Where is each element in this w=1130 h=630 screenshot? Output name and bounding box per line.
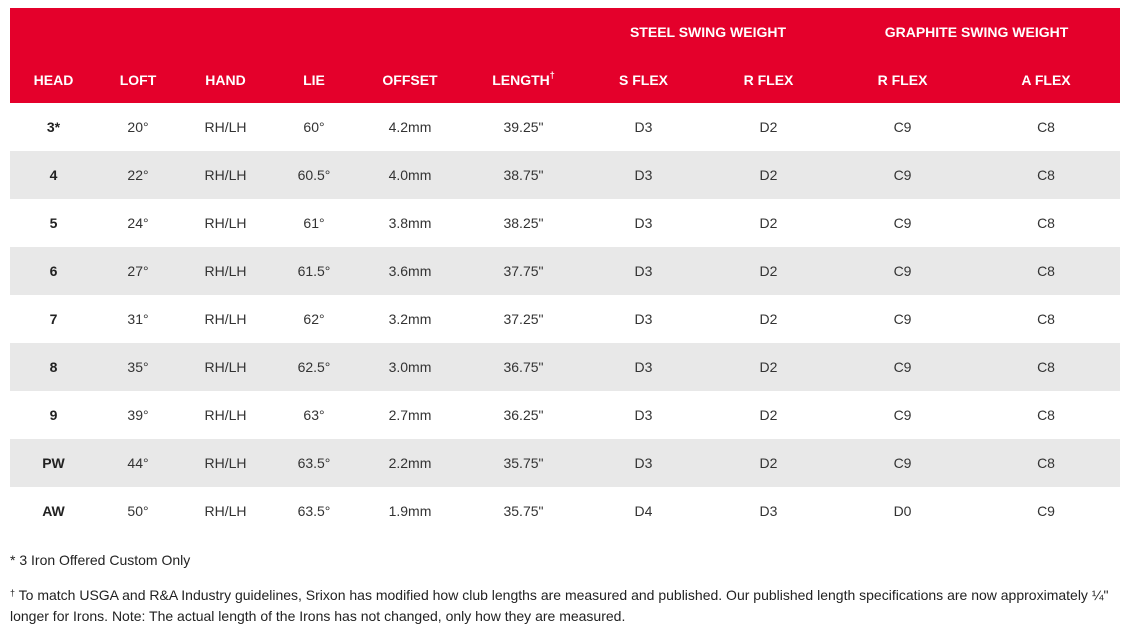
- col-steel-r-flex: R FLEX: [704, 56, 833, 103]
- cell-steel-r-flex: D3: [759, 503, 778, 519]
- cell-length: 37.75": [464, 247, 583, 295]
- col-offset: OFFSET: [356, 56, 464, 103]
- col-length: [464, 56, 583, 103]
- cell-head: 3*: [46, 119, 61, 135]
- cell-graphite-a-flex: C8: [1037, 119, 1055, 135]
- cell-lie: 60.5°: [272, 151, 356, 199]
- cell-graphite-a-flex: C8: [972, 247, 1120, 295]
- length-measurement-note: [10, 585, 1120, 627]
- table-row: [10, 199, 1120, 247]
- cell-graphite-r-flex: C9: [833, 439, 972, 487]
- cell-lie: 63.5°: [297, 503, 331, 519]
- cell-lie: 63.5°: [272, 439, 356, 487]
- col-length-label: LENGTH: [492, 71, 550, 88]
- cell-loft: 44°: [97, 439, 179, 487]
- cell-graphite-r-flex: C9: [833, 343, 972, 391]
- table-row: [10, 151, 1120, 199]
- table-row: [10, 439, 1120, 487]
- cell-length: 39.25": [503, 119, 544, 135]
- cell-lie: 60°: [303, 119, 325, 135]
- cell-steel-r-flex: D2: [704, 247, 833, 295]
- cell-graphite-a-flex: C8: [1037, 215, 1055, 231]
- cell-steel-r-flex: D2: [704, 343, 833, 391]
- cell-offset: 4.0mm: [356, 151, 464, 199]
- cell-head: 8: [10, 343, 97, 391]
- cell-head: PW: [10, 439, 97, 487]
- cell-offset: 3.2mm: [388, 311, 432, 327]
- table-row: [10, 487, 1120, 535]
- cell-graphite-a-flex: C8: [1037, 311, 1055, 327]
- cell-hand: RH/LH: [204, 407, 247, 423]
- cell-steel-s-flex: D3: [583, 151, 704, 199]
- cell-head: 5: [49, 215, 58, 231]
- cell-hand: RH/LH: [179, 343, 272, 391]
- cell-hand: RH/LH: [179, 151, 272, 199]
- cell-hand: RH/LH: [204, 215, 247, 231]
- graphite-swing-weight-header: GRAPHITE SWING WEIGHT: [833, 8, 1120, 56]
- cell-steel-s-flex: D3: [634, 407, 653, 423]
- cell-steel-r-flex: D2: [759, 215, 778, 231]
- group-header-row: [10, 8, 1120, 56]
- cell-head: AW: [42, 503, 65, 519]
- cell-steel-r-flex: D2: [759, 311, 778, 327]
- col-steel-s-flex: S FLEX: [583, 56, 704, 103]
- cell-loft: 31°: [127, 311, 149, 327]
- cell-hand: RH/LH: [204, 311, 247, 327]
- col-lie: LIE: [272, 56, 356, 103]
- cell-length: 35.75": [464, 439, 583, 487]
- cell-lie: 63°: [303, 407, 325, 423]
- custom-only-note: * 3 Iron Offered Custom Only: [10, 552, 191, 568]
- cell-head: 6: [10, 247, 97, 295]
- cell-steel-s-flex: D3: [583, 439, 704, 487]
- cell-steel-s-flex: D3: [583, 343, 704, 391]
- cell-graphite-a-flex: C8: [972, 151, 1120, 199]
- cell-graphite-r-flex: C9: [893, 215, 912, 231]
- cell-steel-r-flex: D2: [759, 407, 778, 423]
- cell-offset: 3.0mm: [356, 343, 464, 391]
- cell-length: 38.25": [503, 215, 544, 231]
- cell-steel-s-flex: D3: [634, 119, 653, 135]
- cell-loft: 27°: [97, 247, 179, 295]
- cell-steel-s-flex: D3: [583, 247, 704, 295]
- cell-steel-s-flex: D3: [634, 215, 653, 231]
- cell-hand: RH/LH: [204, 119, 247, 135]
- cell-hand: RH/LH: [179, 439, 272, 487]
- cell-loft: 35°: [97, 343, 179, 391]
- cell-loft: 20°: [127, 119, 149, 135]
- col-hand: HAND: [179, 56, 272, 103]
- cell-head: 7: [49, 311, 58, 327]
- cell-graphite-a-flex: C9: [1037, 503, 1055, 519]
- cell-offset: 2.2mm: [356, 439, 464, 487]
- col-loft: LOFT: [97, 56, 179, 103]
- cell-graphite-a-flex: C8: [972, 439, 1120, 487]
- cell-lie: 61.5°: [272, 247, 356, 295]
- cell-hand: RH/LH: [179, 247, 272, 295]
- cell-lie: 62°: [303, 311, 325, 327]
- cell-offset: 2.7mm: [388, 407, 432, 423]
- col-graphite-r-flex: R FLEX: [833, 56, 972, 103]
- table-row: [10, 247, 1120, 295]
- cell-length: 35.75": [503, 503, 544, 519]
- col-graphite-a-flex: A FLEX: [972, 56, 1120, 103]
- cell-length: 38.75": [464, 151, 583, 199]
- cell-length: 37.25": [503, 311, 544, 327]
- cell-offset: 3.8mm: [388, 215, 432, 231]
- cell-lie: 62.5°: [272, 343, 356, 391]
- cell-head: 9: [49, 407, 58, 423]
- cell-offset: 1.9mm: [388, 503, 432, 519]
- footnotes: [10, 552, 1120, 627]
- col-head: HEAD: [10, 56, 97, 103]
- cell-loft: 50°: [127, 503, 149, 519]
- cell-graphite-a-flex: C8: [1037, 407, 1055, 423]
- cell-steel-r-flex: D2: [759, 119, 778, 135]
- cell-graphite-a-flex: C8: [972, 343, 1120, 391]
- cell-length: 36.75": [464, 343, 583, 391]
- dagger-symbol: †: [10, 588, 16, 598]
- cell-loft: 22°: [97, 151, 179, 199]
- table-body: [10, 103, 1120, 535]
- cell-length: 36.25": [503, 407, 544, 423]
- cell-graphite-r-flex: C9: [833, 151, 972, 199]
- cell-steel-r-flex: D2: [704, 151, 833, 199]
- length-dagger-marker: †: [549, 69, 555, 80]
- cell-graphite-r-flex: C9: [893, 407, 912, 423]
- cell-lie: 61°: [303, 215, 325, 231]
- cell-offset: 4.2mm: [388, 119, 432, 135]
- cell-head: 4: [10, 151, 97, 199]
- cell-steel-s-flex: D4: [634, 503, 653, 519]
- iron-specs-table: [10, 8, 1120, 535]
- cell-loft: 39°: [127, 407, 149, 423]
- length-measurement-note-text: To match USGA and R&A Industry guidelines, Srixon has modified how club lengths are measured and published. Our published length specifications are now approximately ¼" longer for Irons. Note: The actual length of the Irons has not changed, only how they are measured.: [10, 587, 1109, 624]
- steel-swing-weight-header: STEEL SWING WEIGHT: [583, 8, 833, 56]
- cell-steel-r-flex: D2: [704, 439, 833, 487]
- table-row: [10, 391, 1120, 439]
- group-header-spacer: [10, 8, 583, 56]
- cell-loft: 24°: [127, 215, 149, 231]
- cell-graphite-r-flex: C9: [893, 311, 912, 327]
- cell-graphite-r-flex: C9: [893, 119, 912, 135]
- table-row: [10, 295, 1120, 343]
- table-row: [10, 343, 1120, 391]
- table-row: [10, 103, 1120, 151]
- cell-graphite-r-flex: D0: [893, 503, 912, 519]
- cell-hand: RH/LH: [204, 503, 247, 519]
- cell-offset: 3.6mm: [356, 247, 464, 295]
- column-header-row: [10, 56, 1120, 103]
- cell-graphite-r-flex: C9: [833, 247, 972, 295]
- cell-steel-s-flex: D3: [634, 311, 653, 327]
